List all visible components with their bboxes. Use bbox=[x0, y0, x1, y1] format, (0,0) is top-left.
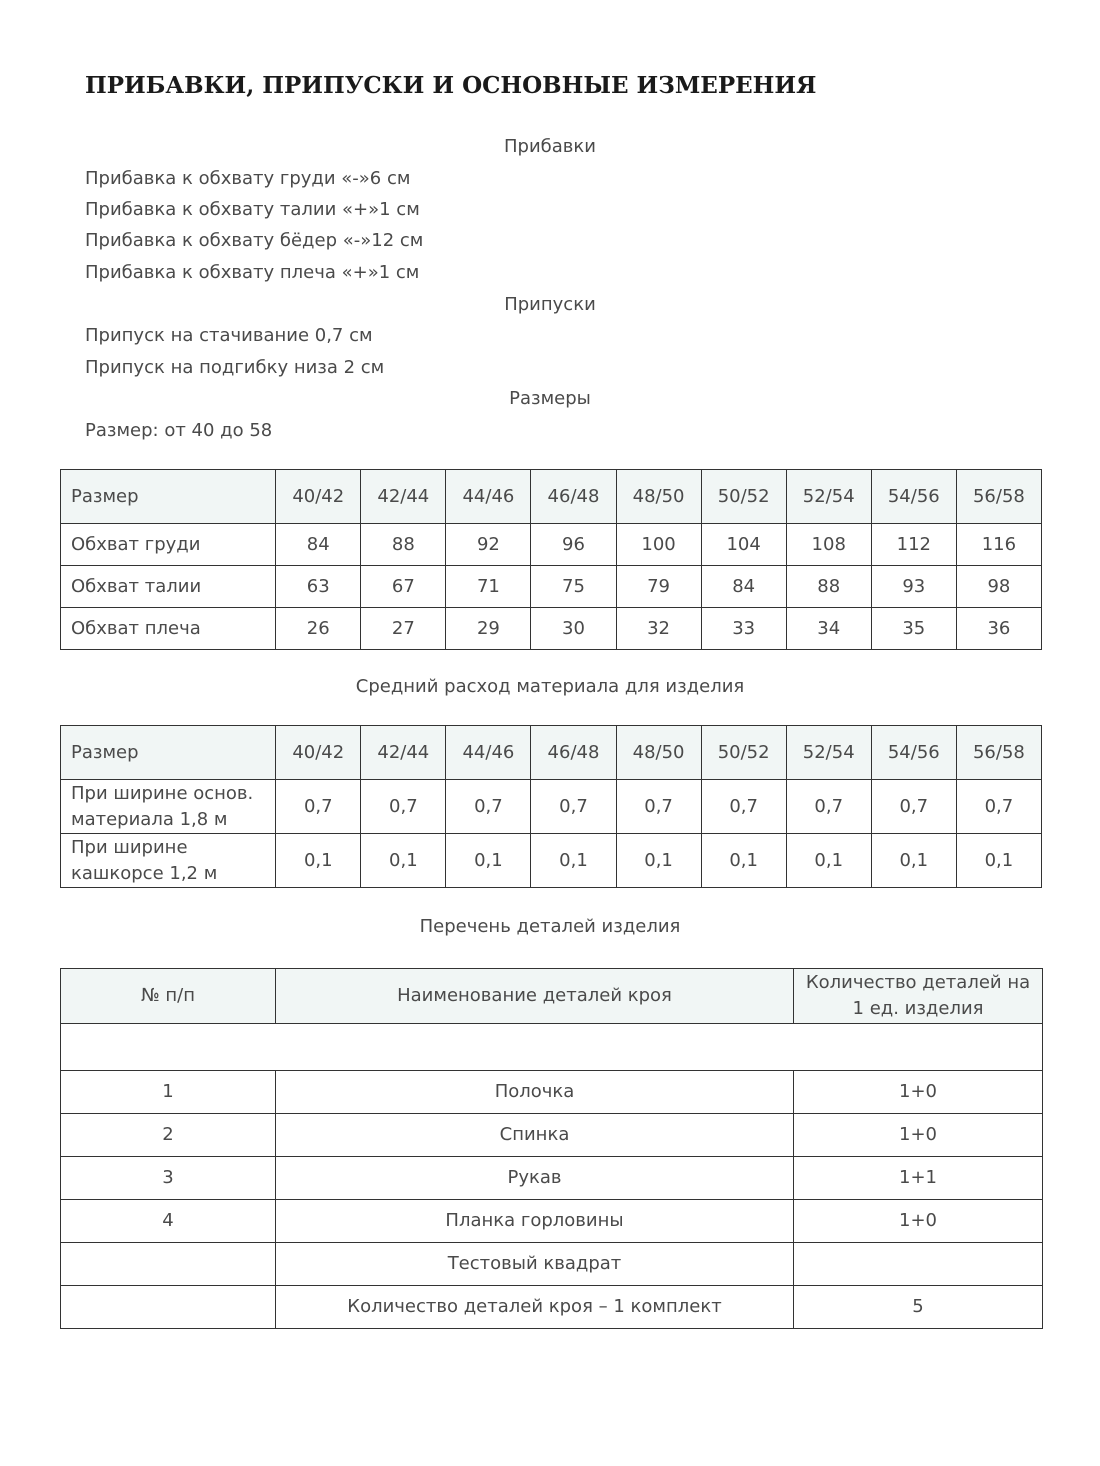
table-row bbox=[61, 608, 1042, 650]
table-cell: Тестовый квадрат bbox=[276, 1243, 794, 1286]
table-header-row bbox=[61, 726, 1042, 780]
table-cell: 0,1 bbox=[361, 834, 446, 888]
header-cell: 56/58 bbox=[956, 470, 1041, 524]
header-cell: 48/50 bbox=[616, 470, 701, 524]
header-cell: 48/50 bbox=[616, 726, 701, 780]
row-label: Обхват плеча bbox=[61, 608, 276, 650]
table-cell: 0,1 bbox=[701, 834, 786, 888]
table-cell: 32 bbox=[616, 608, 701, 650]
table-cell: 33 bbox=[701, 608, 786, 650]
table-row bbox=[61, 1243, 1043, 1286]
table-row bbox=[61, 1114, 1043, 1157]
header-cell: 44/46 bbox=[446, 726, 531, 780]
table-cell: 0,1 bbox=[446, 834, 531, 888]
header-cell: 50/52 bbox=[701, 470, 786, 524]
table-cell: 79 bbox=[616, 566, 701, 608]
table-cell: Количество деталей кроя – 1 комплект bbox=[276, 1286, 794, 1329]
table-cell: 0,1 bbox=[871, 834, 956, 888]
table-cell: 1+0 bbox=[794, 1200, 1043, 1243]
table-cell: Полочка bbox=[276, 1071, 794, 1114]
table-cell: 71 bbox=[446, 566, 531, 608]
header-cell: 52/54 bbox=[786, 726, 871, 780]
header-cell: 56/58 bbox=[956, 726, 1041, 780]
measurements-table bbox=[60, 469, 1042, 650]
row-label: При ширине основ. материала 1,8 м bbox=[61, 780, 276, 834]
table-cell: 0,7 bbox=[871, 780, 956, 834]
header-cell: 40/42 bbox=[276, 726, 361, 780]
table-cell: 27 bbox=[361, 608, 446, 650]
table-cell: 0,7 bbox=[616, 780, 701, 834]
table-cell: 34 bbox=[786, 608, 871, 650]
table-cell: 63 bbox=[276, 566, 361, 608]
header-cell: 40/42 bbox=[276, 470, 361, 524]
table-cell: 0,1 bbox=[276, 834, 361, 888]
table-cell: 1 bbox=[61, 1071, 276, 1114]
table-cell: 30 bbox=[531, 608, 616, 650]
table-cell: Спинка bbox=[276, 1114, 794, 1157]
header-cell: 54/56 bbox=[871, 470, 956, 524]
page-title: ПРИБАВКИ, ПРИПУСКИ И ОСНОВНЫЕ ИЗМЕРЕНИЯ bbox=[85, 72, 817, 99]
table-row bbox=[61, 1071, 1043, 1114]
parts-table bbox=[60, 968, 1043, 1329]
header-cell: 42/44 bbox=[361, 726, 446, 780]
table-cell bbox=[61, 1286, 276, 1329]
table-cell: 0,1 bbox=[786, 834, 871, 888]
allowance-waist: Прибавка к обхвату талии «+»1 см bbox=[85, 199, 420, 220]
table-cell: 36 bbox=[956, 608, 1041, 650]
table-cell: 0,7 bbox=[786, 780, 871, 834]
header-cell: 46/48 bbox=[531, 726, 616, 780]
table-cell: 88 bbox=[361, 524, 446, 566]
table-cell: 84 bbox=[701, 566, 786, 608]
header-cell: Размер bbox=[61, 470, 276, 524]
row-label: Обхват груди bbox=[61, 524, 276, 566]
table-cell: 26 bbox=[276, 608, 361, 650]
table-cell: 0,1 bbox=[956, 834, 1041, 888]
table-row bbox=[61, 834, 1042, 888]
header-cell: 52/54 bbox=[786, 470, 871, 524]
sizes-heading: Размеры bbox=[509, 388, 591, 409]
header-cell: 54/56 bbox=[871, 726, 956, 780]
row-label: При ширине кашкорсе 1,2 м bbox=[61, 834, 276, 888]
seam-hem: Припуск на подгибку низа 2 см bbox=[85, 357, 385, 378]
seams-heading: Припуски bbox=[504, 294, 596, 315]
table-cell: 88 bbox=[786, 566, 871, 608]
table-cell: 112 bbox=[871, 524, 956, 566]
header-cell-number: № п/п bbox=[61, 969, 276, 1024]
table-cell: 3 bbox=[61, 1157, 276, 1200]
table-header-row bbox=[61, 969, 1043, 1024]
empty-cell bbox=[61, 1024, 1043, 1071]
header-cell-quantity: Количество деталей на 1 ед. изделия bbox=[794, 969, 1043, 1024]
table-cell: 0,7 bbox=[531, 780, 616, 834]
table-row bbox=[61, 566, 1042, 608]
table-cell: Планка горловины bbox=[276, 1200, 794, 1243]
table-row bbox=[61, 1200, 1043, 1243]
table-cell: 93 bbox=[871, 566, 956, 608]
table-row bbox=[61, 1157, 1043, 1200]
header-cell: 44/46 bbox=[446, 470, 531, 524]
table-cell: 96 bbox=[531, 524, 616, 566]
table-cell: 92 bbox=[446, 524, 531, 566]
table-cell: 67 bbox=[361, 566, 446, 608]
table-cell: 1+1 bbox=[794, 1157, 1043, 1200]
table-cell: 1+0 bbox=[794, 1071, 1043, 1114]
consumption-table bbox=[60, 725, 1042, 888]
seam-stitching: Припуск на стачивание 0,7 см bbox=[85, 325, 373, 346]
table-cell bbox=[61, 1243, 276, 1286]
parts-heading: Перечень деталей изделия bbox=[419, 916, 681, 937]
table-cell: 0,1 bbox=[531, 834, 616, 888]
header-cell: 42/44 bbox=[361, 470, 446, 524]
table-cell: 98 bbox=[956, 566, 1041, 608]
allowance-shoulder: Прибавка к обхвату плеча «+»1 см bbox=[85, 262, 420, 283]
table-cell: 0,7 bbox=[701, 780, 786, 834]
table-cell: 2 bbox=[61, 1114, 276, 1157]
table-header-row bbox=[61, 470, 1042, 524]
table-cell: 0,1 bbox=[616, 834, 701, 888]
table-cell: 108 bbox=[786, 524, 871, 566]
table-cell: 75 bbox=[531, 566, 616, 608]
table-row bbox=[61, 780, 1042, 834]
table-cell: Рукав bbox=[276, 1157, 794, 1200]
table-cell: 0,7 bbox=[361, 780, 446, 834]
table-cell: 29 bbox=[446, 608, 531, 650]
table-cell: 104 bbox=[701, 524, 786, 566]
table-cell: 5 bbox=[794, 1286, 1043, 1329]
size-range: Размер: от 40 до 58 bbox=[85, 420, 273, 441]
table-cell: 100 bbox=[616, 524, 701, 566]
header-cell: 50/52 bbox=[701, 726, 786, 780]
table-cell bbox=[794, 1243, 1043, 1286]
allowances-heading: Прибавки bbox=[504, 136, 596, 157]
table-cell: 84 bbox=[276, 524, 361, 566]
table-cell: 35 bbox=[871, 608, 956, 650]
table-cell: 0,7 bbox=[446, 780, 531, 834]
table-cell: 0,7 bbox=[956, 780, 1041, 834]
header-cell: Размер bbox=[61, 726, 276, 780]
table-cell: 0,7 bbox=[276, 780, 361, 834]
header-cell-name: Наименование деталей кроя bbox=[276, 969, 794, 1024]
table-row bbox=[61, 524, 1042, 566]
row-label: Обхват талии bbox=[61, 566, 276, 608]
allowance-chest: Прибавка к обхвату груди «-»6 см bbox=[85, 168, 411, 189]
header-cell: 46/48 bbox=[531, 470, 616, 524]
table-cell: 116 bbox=[956, 524, 1041, 566]
table-cell: 4 bbox=[61, 1200, 276, 1243]
table-row bbox=[61, 1286, 1043, 1329]
table-cell: 1+0 bbox=[794, 1114, 1043, 1157]
allowance-hips: Прибавка к обхвату бёдер «-»12 см bbox=[85, 230, 424, 251]
consumption-heading: Средний расход материала для изделия bbox=[355, 676, 745, 697]
empty-row bbox=[61, 1024, 1043, 1071]
